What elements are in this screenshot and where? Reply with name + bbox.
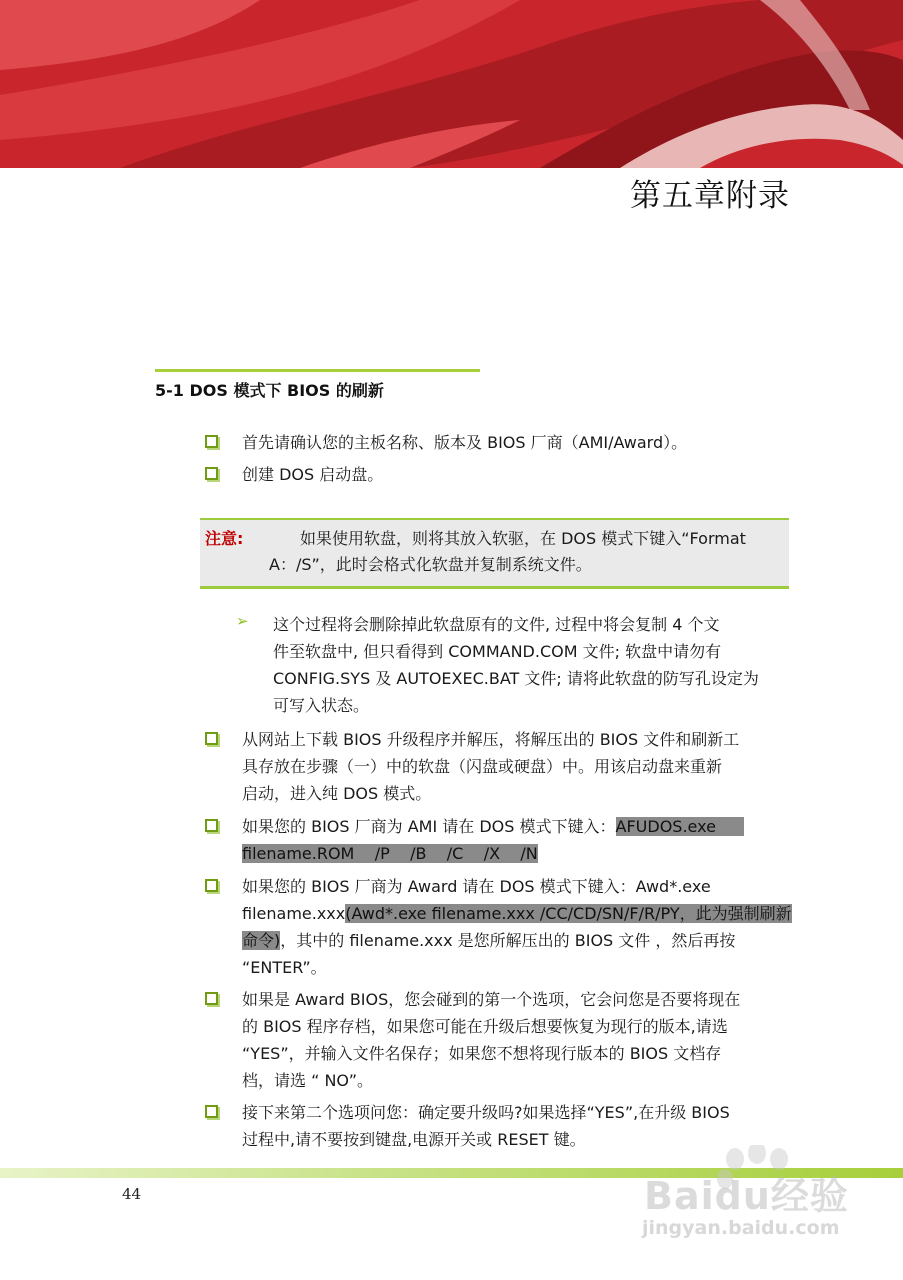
list-item [205,726,805,807]
list-item-text [242,726,739,807]
page-number: 44 [122,1185,142,1203]
header-banner [0,0,903,168]
list-item-text [242,873,792,981]
command-highlight: AFUDOS.exe [616,817,744,836]
list-item-line: 如果您的 BIOS 厂商为 Award 请在 DOS 模式下键入：Awd*.exe [242,877,711,896]
checkbox-bullet-icon [205,992,218,1005]
list-item [205,813,805,867]
list-item-line: 档，请选 “ NO”。 [242,1071,374,1090]
section-divider [155,369,480,372]
watermark-logo-text: Baidu经验 [644,1174,849,1218]
checkbox-bullet-icon [205,819,218,832]
chapter-title: 第五章附录 [630,178,790,214]
list-item-text [242,813,744,867]
watermark-url: jingyan.baidu.com [642,1217,840,1239]
banner-artwork [0,0,903,168]
checkbox-bullet-icon [205,732,218,745]
list-item-line: “ENTER”。 [242,958,327,977]
list-item [205,873,805,981]
list-item-text: 首先请确认您的主板名称、版本及 BIOS 厂商（AMI/Award）。 [242,433,688,452]
list-item-line: 接下来第二个选项问您：确定要升级吗?如果选择“YES”,在升级 BIOS [242,1103,730,1122]
list-item-line: ，其中的 filename.xxx 是您所解压出的 BIOS 文件 ，然后再按 [280,931,736,950]
note-label: 注意: [205,529,244,548]
sub-list-line: 可写入状态。 [273,696,370,715]
list-item-line: 具存放在步骤（一）中的软盘（闪盘或硬盘）中。用该启动盘来重新 [242,757,723,776]
list-item-line: 过程中,请不要按到键盘,电源开关或 RESET 键。 [242,1130,586,1149]
checkbox-bullet-icon [205,467,218,480]
note-text-line: A：/S”，此时会格式化软盘并复制系统文件。 [269,555,592,574]
checkbox-bullet-icon [205,435,218,448]
command-highlight: (Awd*.exe filename.xxx /CC/CD/SN/F/R/PY，此为强制刷新 [345,904,792,923]
list-item-line: filename.xxx [242,904,346,923]
list-item-text [242,986,740,1094]
checkbox-bullet-icon [205,879,218,892]
sub-list-item [273,611,793,719]
list-item-line: “YES”，并输入文件名保存；如果您不想将现行版本的 BIOS 文档存 [242,1044,722,1063]
list-item [205,986,805,1094]
list-item-text: 创建 DOS 启动盘。 [242,465,384,484]
list-item-line: 从网站上下载 BIOS 升级程序并解压，将解压出的 BIOS 文件和刷新工 [242,730,740,749]
list-item-line: 如果是 Award BIOS，您会碰到的第一个选项，它会问您是否要将现在 [242,990,741,1009]
note-text-line: 如果使用软盘，则将其放入软驱，在 DOS 模式下键入“Format [300,529,746,548]
list-item-line: 的 BIOS 程序存档，如果您可能在升级后想要恢复为现行的版本,请选 [242,1017,728,1036]
sub-list-line: 这个过程将会删除掉此软盘原有的文件, 过程中将会复制 4 个文 [273,615,720,634]
sub-list-line: 件至软盘中, 但只看得到 COMMAND.COM 文件; 软盘中请勿有 [273,642,722,661]
arrow-bullet-icon: ➢ [236,612,249,630]
checkbox-bullet-icon [205,1105,218,1118]
command-highlight: 命令) [242,931,281,950]
list-item-line: 启动，进入纯 DOS 模式。 [242,784,432,803]
command-highlight: filename.ROM /P /B /C /X /N [242,844,538,863]
note-box [200,518,789,589]
sub-list-line: CONFIG.SYS 及 AUTOEXEC.BAT 文件; 请将此软盘的防写孔设定为 [273,669,759,688]
section-heading: 5-1 DOS 模式下 BIOS 的刷新 [155,381,384,400]
list-item-line: 如果您的 BIOS 厂商为 AMI 请在 DOS 模式下键入： [242,817,616,836]
